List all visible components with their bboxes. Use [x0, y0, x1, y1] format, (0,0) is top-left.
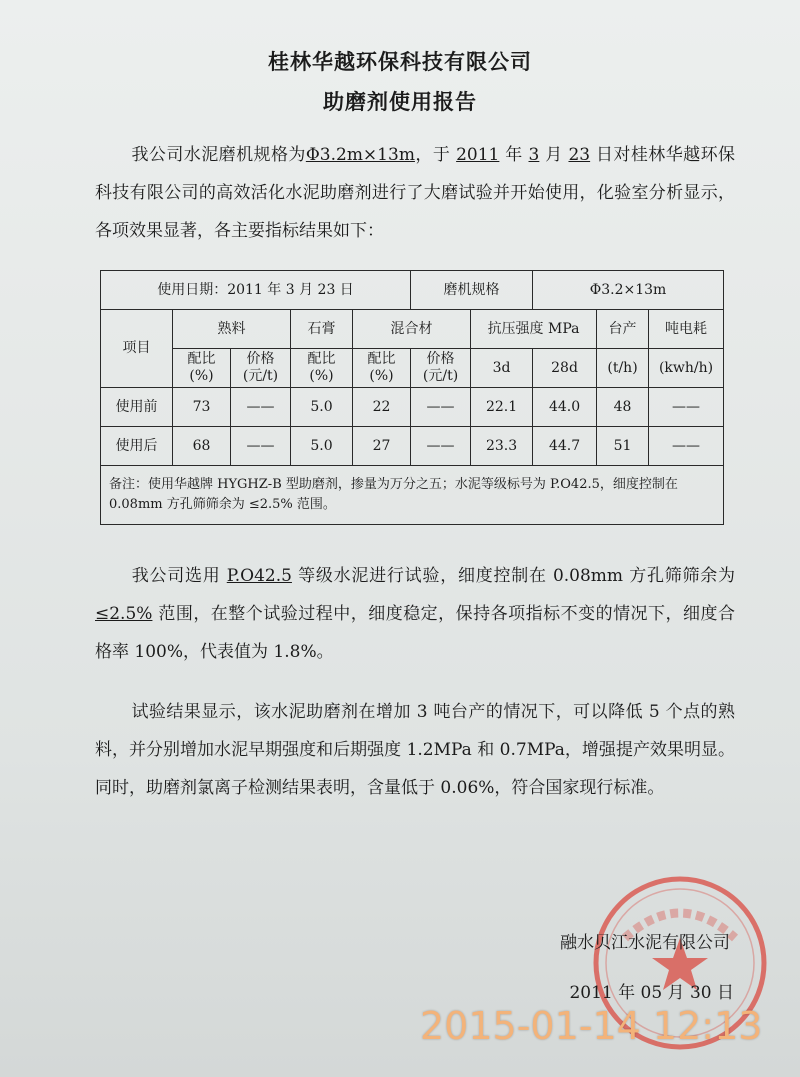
clinker-header: 熟料 [173, 310, 291, 349]
usage-date-cell: 使用日期：2011 年 3 月 23 日 [101, 271, 411, 310]
ratio-label: 配比 [307, 351, 336, 367]
clinker-ratio: 73 [173, 388, 231, 427]
price-unit: (元/t) [422, 368, 459, 384]
power-value: —— [649, 388, 724, 427]
results-table [100, 270, 724, 525]
intro-text-2: ，于 [414, 145, 451, 165]
result-text: 试验结果显示，该水泥助磨剂在增加 3 吨台产的情况下，可以降低 5 个点的熟料，并分别增加水泥早期强度和后期强度 1.2MPa 和 0.7MPa，增强提产效果明显。同时，助磨剂氯离子检测结果表明，含量低于 0.06%，符合国家现行标准。 [95, 702, 735, 798]
report-title: 助磨剂使用报告 [323, 90, 477, 114]
strength-header: 抗压强度 MPa [471, 310, 597, 349]
gypsum-header: 石膏 [291, 310, 353, 349]
admix-price: —— [411, 388, 471, 427]
table-row [101, 388, 724, 427]
sieve-residue: ≤2.5% [95, 604, 153, 624]
ratio-label: 配比 [367, 351, 396, 367]
cement-grade: P.O42.5 [226, 566, 292, 586]
admix-ratio-header [353, 349, 411, 388]
output-unit: (t/h) [597, 349, 649, 388]
admix-header: 混合材 [353, 310, 471, 349]
admix-ratio: 27 [353, 427, 411, 466]
strength-28d: 44.0 [533, 388, 597, 427]
price-unit: (元/t) [242, 368, 279, 384]
strength-28d: 44.7 [533, 427, 597, 466]
gypsum-ratio-header [291, 349, 353, 388]
strength-28d-header: 28d [533, 349, 597, 388]
strength-3d: 23.3 [471, 427, 533, 466]
clinker-ratio-header [173, 349, 231, 388]
power-unit: (kwh/h) [649, 349, 724, 388]
price-label: 价格 [246, 351, 275, 367]
row-label: 使用后 [101, 427, 173, 466]
row-label: 使用前 [101, 388, 173, 427]
intro-text-1: 我公司水泥磨机规格为 [131, 145, 306, 165]
company-title: 桂林华越环保科技有限公司 [268, 50, 532, 74]
price-label: 价格 [426, 351, 455, 367]
gypsum-ratio: 5.0 [291, 388, 353, 427]
output-header: 台产 [597, 310, 649, 349]
intro-text-3: 年 [505, 145, 523, 165]
output-value: 48 [597, 388, 649, 427]
item-header: 项目 [101, 310, 173, 388]
ratio-unit: (%) [369, 368, 394, 384]
trial-day: 23 [568, 145, 591, 165]
power-header: 吨电耗 [649, 310, 724, 349]
clinker-price: —— [231, 388, 291, 427]
clinker-price-header [231, 349, 291, 388]
mill-spec-label: 磨机规格 [411, 271, 533, 310]
output-value: 51 [597, 427, 649, 466]
method-text-1: 我公司选用 [131, 566, 221, 586]
ratio-unit: (%) [309, 368, 334, 384]
clinker-price: —— [231, 427, 291, 466]
intro-paragraph [95, 136, 735, 250]
mill-spec: Φ3.2m×13m [305, 145, 415, 165]
clinker-ratio: 68 [173, 427, 231, 466]
table-note: 备注：使用华越牌 HYGHZ-B 型助磨剂，掺量为万分之五；水泥等级标号为 P.O42.5，细度控制在 0.08mm 方孔筛筛余为 ≤2.5% 范围。 [101, 466, 724, 525]
signature-date: 2011 年 05 月 30 日 [569, 983, 734, 1003]
method-text-2: 等级水泥进行试验，细度控制在 0.08mm 方孔筛筛余为 [298, 566, 736, 586]
trial-month: 3 [528, 145, 540, 165]
table-row [101, 427, 724, 466]
method-paragraph [95, 557, 735, 671]
power-value: —— [649, 427, 724, 466]
admix-price: —— [411, 427, 471, 466]
method-text-3: 范围，在整个试验过程中，细度稳定，保持各项指标不变的情况下，细度合格率 100%，代表值为 1.8%。 [95, 604, 736, 662]
trial-year: 2011 [456, 145, 500, 165]
result-paragraph [95, 693, 735, 807]
ratio-unit: (%) [189, 368, 214, 384]
gypsum-ratio: 5.0 [291, 427, 353, 466]
strength-3d-header: 3d [471, 349, 533, 388]
mill-spec-value: Φ3.2×13m [533, 271, 724, 310]
admix-price-header [411, 349, 471, 388]
signer-company: 融水贝江水泥有限公司 [560, 933, 730, 953]
strength-3d: 22.1 [471, 388, 533, 427]
admix-ratio: 22 [353, 388, 411, 427]
intro-text-5: 日对桂林华越环保科技有限公司的高效活化水泥助磨剂进行了大磨试验并开始使用，化验室分析显示，各项效果显著，各主要指标结果如下： [95, 145, 736, 241]
photo-timestamp: 2015-01-14 12:13 [420, 1004, 763, 1048]
ratio-label: 配比 [187, 351, 216, 367]
intro-text-4: 月 [545, 145, 563, 165]
